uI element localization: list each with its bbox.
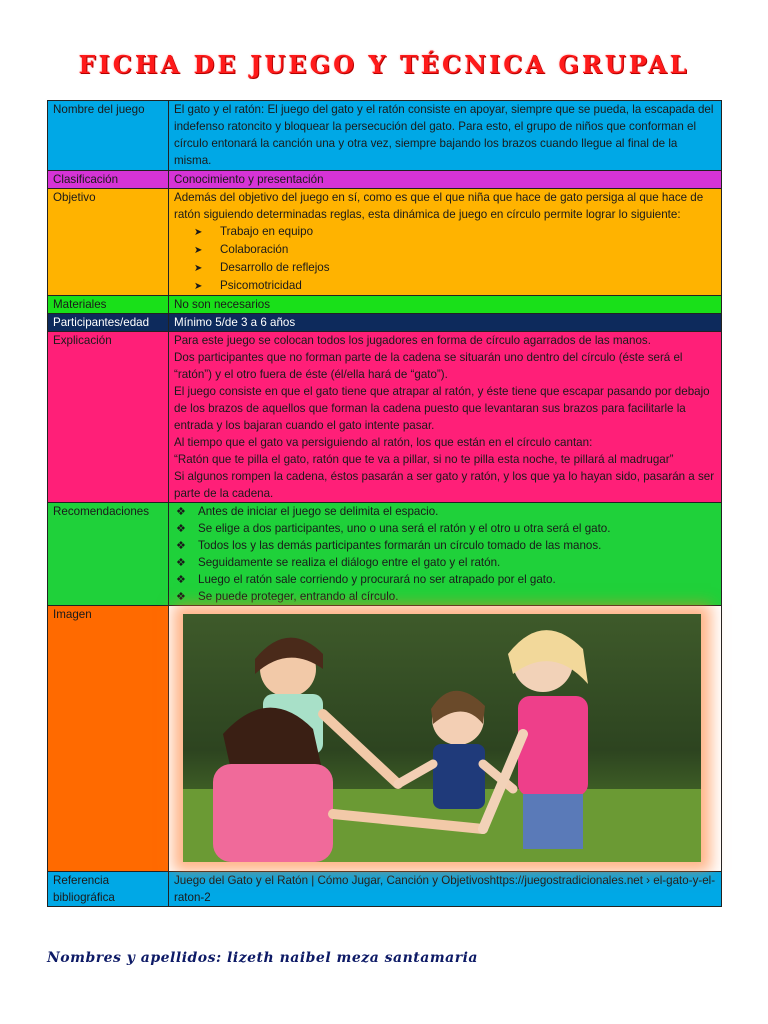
list-item: ❖ Luego el ratón sale corriendo y procurará no ser atrapado por el gato. — [176, 571, 716, 588]
label-recomendaciones: Recomendaciones — [48, 503, 169, 606]
label-clasificacion: Clasificación — [48, 171, 169, 189]
explicacion-paragraph: Si algunos rompen la cadena, éstos pasarán a ser gato y ratón, y los que ya lo hayan sido, pasarán a ser parte de la cadena. — [174, 470, 715, 500]
value-imagen — [169, 606, 722, 872]
explicacion-paragraph: El juego consiste en que el gato tiene que atrapar al ratón, y éste tiene que escapar pasando por debajo de los brazos de aquellos que forman la cadena puesto que levantaran sus brazos para facilitarle la entrada y los bajaran cuando el gato intente pasar. — [174, 385, 710, 432]
row-recomendaciones — [48, 503, 722, 606]
list-item: ➤ Trabajo en equipo — [194, 223, 716, 241]
label-participantes: Participantes/edad — [48, 314, 169, 332]
row-explicacion — [48, 332, 722, 503]
row-materiales — [48, 296, 722, 314]
recomendaciones-list — [174, 503, 716, 605]
explicacion-paragraph: Al tiempo que el gato va persiguiendo al ratón, los que están en el círculo cantan: — [174, 436, 593, 449]
list-item: ➤ Colaboración — [194, 241, 716, 259]
list-item: ❖ Seguidamente se realiza el diálogo entre el gato y el ratón. — [176, 554, 716, 571]
row-clasificacion — [48, 171, 722, 189]
list-item: ➤ Psicomotricidad — [194, 277, 716, 295]
row-objetivo — [48, 189, 722, 296]
value-recomendaciones — [169, 503, 722, 606]
list-item: ❖ Se puede proteger, entrando al círculo. — [176, 588, 716, 605]
list-item: ❖ Se elige a dos participantes, uno o una será el ratón y el otro u otra será el gato. — [176, 520, 716, 537]
explicacion-paragraph: Para este juego se colocan todos los jugadores en forma de círculo agarrados de las manos. — [174, 334, 651, 347]
label-imagen: Imagen — [48, 606, 169, 872]
page-title: FICHA DE JUEGO Y TÉCNICA GRUPAL — [78, 50, 690, 79]
objetivo-list — [174, 223, 716, 295]
list-item: ❖ Todos los y las demás participantes formarán un círculo tomado de las manos. — [176, 537, 716, 554]
label-materiales: Materiales — [48, 296, 169, 314]
explicacion-paragraph: Dos participantes que no forman parte de la cadena se situarán uno dentro del círculo (éste será el “ratón”) y el otro fuera de éste (él/ella hará de “gato”). — [174, 351, 683, 381]
game-sheet-table — [47, 100, 722, 907]
value-clasificacion: Conocimiento y presentación — [169, 171, 722, 189]
value-participantes: Mínimo 5/de 3 a 6 años — [169, 314, 722, 332]
list-item: ➤ Desarrollo de reflejos — [194, 259, 716, 277]
row-nombre — [48, 101, 722, 171]
row-participantes — [48, 314, 722, 332]
value-nombre: El gato y el ratón: El juego del gato y el ratón consiste en apoyar, siempre que se pueda, la escapada del indefenso ratoncito y bloquear la persecución del gato. Para esto, el grupo de niños que conforman el círculo entonará la canción una y otra vez, siempre bajando los brazos cuando llegue al final de la misma. — [169, 101, 722, 171]
label-nombre: Nombre del juego — [48, 101, 169, 171]
label-objetivo: Objetivo — [48, 189, 169, 296]
objetivo-text: Además del objetivo del juego en sí, como es que el que niña que hace de gato persiga al que hace de ratón siguiendo determinadas reglas, esta dinámica de juego en círculo permite lograr lo siguiente: — [174, 191, 704, 221]
label-referencia: Referencia bibliográfica — [48, 872, 169, 907]
value-objetivo — [169, 189, 722, 296]
row-imagen — [48, 606, 722, 872]
explicacion-paragraph: “Ratón que te pilla el gato, ratón que te va a pillar, si no te pilla esta noche, te pillará al madrugar” — [174, 453, 674, 466]
value-referencia: Juego del Gato y el Ratón | Cómo Jugar, Canción y Objetivoshttps://juegostradicionales.net › el-gato-y-el-raton-2 — [169, 872, 722, 907]
value-materiales: No son necesarios — [169, 296, 722, 314]
student-name: Nombres y apellidos: lizeth naibel meza santamaria — [47, 950, 478, 966]
row-referencia — [48, 872, 722, 907]
value-explicacion — [169, 332, 722, 503]
label-explicacion: Explicación — [48, 332, 169, 503]
list-item: ❖ Antes de iniciar el juego se delimita el espacio. — [176, 503, 716, 520]
children-playing-photo — [183, 614, 701, 862]
